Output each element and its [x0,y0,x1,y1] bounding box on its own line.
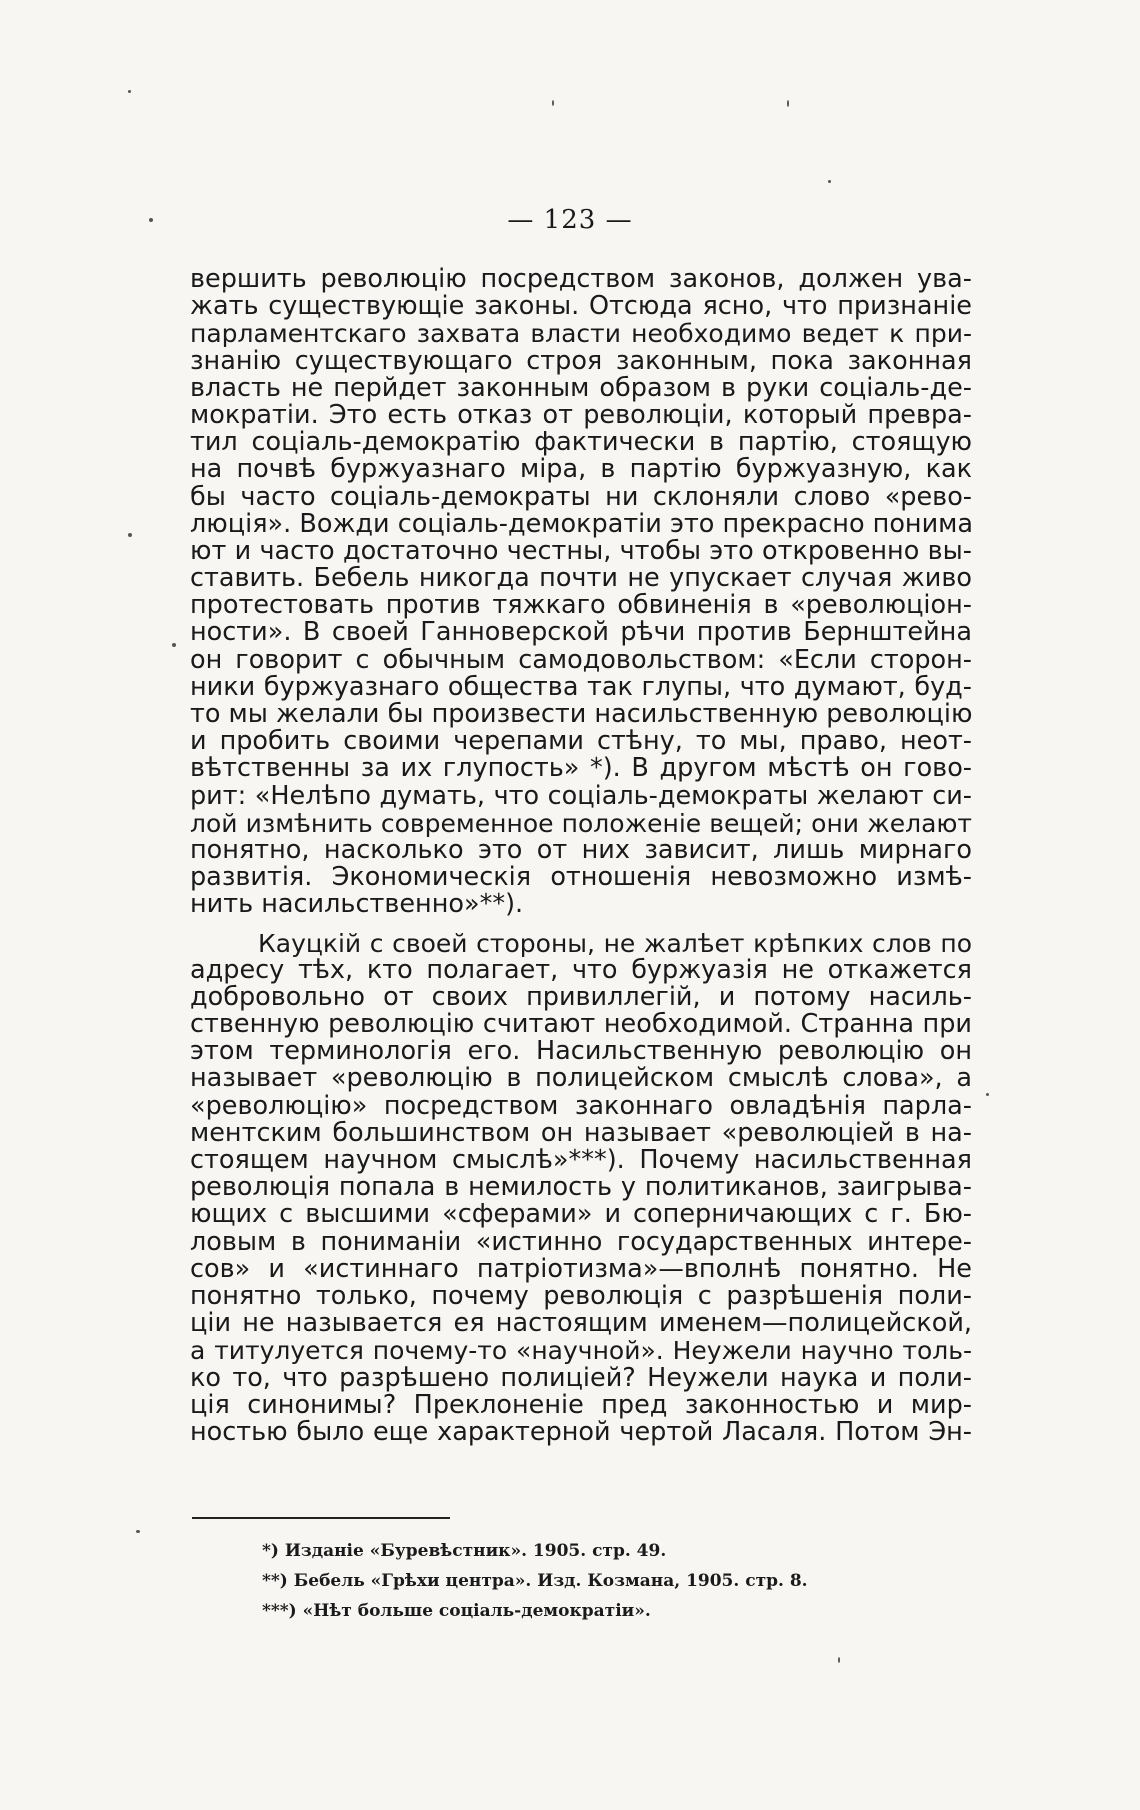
text-line: адресу тѣх, кто полагает, что буржуазія не откажется [190,954,972,985]
footnote-separator [192,1517,450,1519]
text-line: тил соціаль-демократію фактически в партію, стоящую [190,427,972,458]
footnote: **) Бебель «Грѣхи центра». Изд. Козмана, 1905. стр. 8. [262,1571,808,1591]
text-line: нить насильственно»**). [190,889,524,920]
text-line: парламентскаго захвата власти необходимо ведет к при- [190,319,972,349]
text-line: протестовать против тяжкаго обвиненія в «революціон- [190,590,972,621]
text-line: ставить. Бебель никогда почти не упускает случая живо [190,563,972,594]
footnote: *) Изданіе «Буревѣстник». 1905. стр. 49. [262,1541,667,1561]
text-line: на почвѣ буржуазнаго міра, в партію буржуазную, как [190,454,972,485]
scan-speck [986,1093,989,1096]
text-line: жать существующіе законы. Отсюда ясно, что признаніе [190,291,972,322]
text-line: а титулуется почему-то «научной». Неужели научно толь- [190,1336,972,1366]
paragraph [190,266,972,919]
text-line: бы часто соціаль-демократы ни склоняли слово «рево- [190,481,972,512]
text-line: знанію существующаго строя законным, пока законная [190,345,972,376]
page-number: — 123 — [507,205,633,235]
footnote: ***) «Нѣт больше соціаль-демократіи». [262,1601,651,1621]
scan-speck [787,100,789,107]
text-line: вершить революцію посредством законов, должен ува- [190,264,972,294]
paragraph-gap [190,919,972,930]
text-line: ности». В своей Ганноверской рѣчи против Бернштейна [190,617,972,648]
scan-speck [136,1530,140,1533]
scan-speck [552,100,554,106]
body-text [190,266,972,1446]
scan-speck [838,1657,840,1663]
text-line: рит: «Нелѣпо думать, что соціаль-демократы желают си- [190,780,972,811]
text-line: стоящем научном смыслѣ»***). Почему насильственная [190,1145,972,1175]
text-line: ловым в пониманіи «истинно государственных интере- [190,1226,972,1257]
scan-speck [149,218,153,222]
text-line: и пробить своими черепами стѣну, то мы, право, неот- [190,726,972,757]
text-line: то мы желали бы произвести насильственную революцію [190,699,973,729]
text-line: революція попала в немилость у политиканов, заигрыва- [190,1172,972,1203]
text-line: развитія. Экономическія отношенія невозможно измѣ- [190,862,972,893]
scan-speck [172,643,176,647]
text-line: ют и часто достаточно честны, чтобы это откровенно вы- [190,535,972,566]
paragraph [190,930,972,1447]
scan-speck [128,533,132,537]
text-line: ники буржуазнаго общества так глупы, что думают, буд- [190,671,972,702]
text-line: Кауцкій с своей стороны, не жалѣет крѣпких слов по [258,928,972,958]
text-line: ственную революцію считают необходимой. Странна при [190,1009,972,1040]
text-line: понятно, насколько это от них зависит, лишь мирнаго [190,834,972,865]
text-line: понятно только, почему революція с разрѣшенія поли- [190,1280,972,1311]
text-line: власть не перйдет законным образом в руки соціаль-де- [190,372,972,403]
text-line: этом терминологія его. Насильственную революцію он [190,1036,972,1067]
text-line: «революцію» посредством законнаго овладѣнія парла- [190,1090,972,1121]
text-line: мократіи. Это есть отказ от революціи, который превра- [190,399,972,430]
text-line: он говорит с обычным самодовольством: «Если сторон- [190,644,972,675]
text-line: лой измѣнить современное положеніе вещей; они желают [190,808,972,838]
text-line: люція». Вожди соціаль-демократіи это прекрасно понима [190,508,974,539]
text-line: сов» и «истиннаго патріотизма»—вполнѣ понятно. Не [190,1253,972,1284]
footnotes [262,1536,962,1626]
text-line: ментским большинством он называет «революціей в на- [190,1117,972,1148]
text-line: вѣтственны за их глупость» *). В другом мѣстѣ он гово- [190,753,972,784]
text-line: добровольно от своих привиллегій, и потому насиль- [190,981,972,1012]
text-line: ностью было еще характерной чертой Ласаля. Потом Эн- [190,1416,972,1447]
text-line: ція синонимы? Преклоненіе пред законностью и мир- [190,1389,972,1420]
scan-speck [128,90,131,93]
text-line: называет «революцію в полицейском смыслѣ слова», а [190,1063,972,1094]
scan-speck [828,180,831,183]
text-line: ко то, что разрѣшено полиціей? Неужели наука и поли- [190,1362,972,1393]
text-line: ціи не называется ея настоящим именем—полицейской, [190,1308,972,1339]
text-line: ющих с высшими «сферами» и соперничающих с г. Бю- [190,1199,972,1230]
